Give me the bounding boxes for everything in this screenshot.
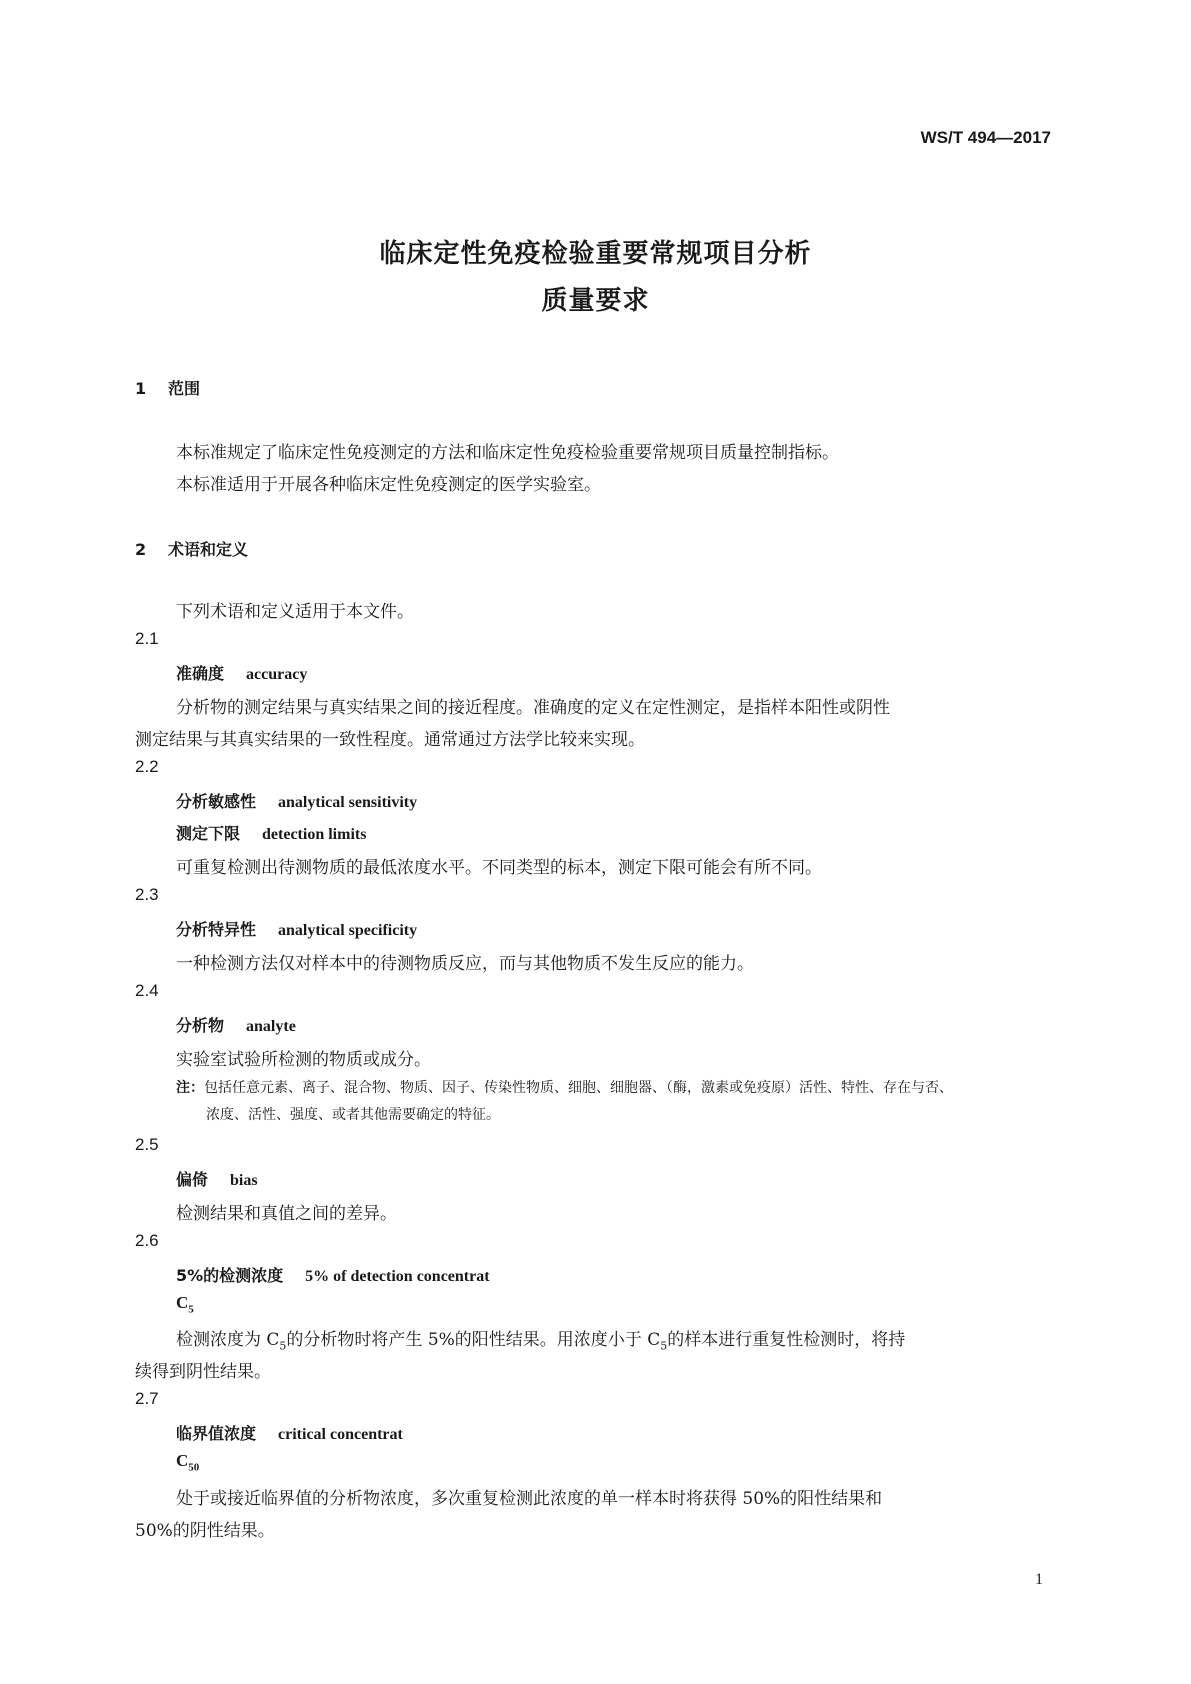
term-en: analytical specificity [278, 922, 418, 939]
term-en: analyte [246, 1018, 296, 1035]
term-definition: 分析物的测定结果与真实结果之间的接近程度。准确度的定义在定性测定，是指样本阳性或阴性 [176, 698, 890, 718]
symbol-subscript: 50 [188, 1461, 200, 1474]
term-cn: 准确度 [176, 664, 225, 683]
term-cn: 分析特异性 [176, 920, 257, 939]
section-number: 2 [135, 540, 147, 559]
term-cn: 分析物 [176, 1016, 225, 1035]
section-number: 1 [135, 379, 147, 398]
note-cont: 浓度、活性、强度、或者其他需要确定的特征。 [206, 1107, 500, 1123]
term-number: 2.3 [135, 885, 159, 904]
term-en: critical concentrat [278, 1426, 403, 1443]
symbol-subscript: 5 [279, 1339, 287, 1353]
term-heading [176, 1013, 296, 1036]
term-number: 2.2 [135, 757, 159, 776]
symbol-subscript: 5 [660, 1339, 668, 1353]
term-cn: 5%的检测浓度 [176, 1266, 284, 1285]
note-text: 包括任意元素、离子、混合物、物质、因子、传染性物质、细胞、细胞器、（酶，激素或免疫原）活性、特性、存在与否、 [204, 1080, 953, 1096]
term-definition: 可重复检测出待测物质的最低浓度水平。不同类型的标本，测定下限可能会有所不同。 [176, 858, 822, 878]
doc-title-line1: 临床定性免疫检验重要常规项目分析 [379, 239, 812, 269]
note-label: 注： [176, 1080, 204, 1096]
symbol-letter: C [176, 1293, 189, 1312]
definition-part: 的样本进行重复性检测时，将持 [667, 1330, 906, 1350]
term-cn: 测定下限 [176, 824, 241, 843]
standard-number: WS/T 494—2017 [920, 128, 1051, 147]
term-symbol [176, 1451, 199, 1473]
section-title: 范围 [168, 379, 201, 398]
term-number: 2.5 [135, 1135, 159, 1154]
term-number: 2.7 [135, 1389, 159, 1408]
term-definition-cont: 续得到阴性结果。 [135, 1362, 271, 1382]
term-cn: 偏倚 [176, 1170, 209, 1189]
term-en: analytical sensitivity [278, 794, 418, 811]
note [176, 1077, 953, 1097]
term-number: 2.4 [135, 981, 159, 1000]
scope-paragraph-2: 本标准适用于开展各种临床定性免疫测定的医学实验室。 [176, 475, 601, 495]
symbol-subscript: 5 [188, 1303, 194, 1316]
section-1-heading [135, 376, 200, 399]
definition-part: 检测浓度为 C [176, 1330, 280, 1350]
term-heading [176, 917, 417, 940]
term-definition: 处于或接近临界值的分析物浓度，多次重复检测此浓度的单一样本时将获得 50%的阳性结果和 [176, 1489, 883, 1509]
scope-paragraph-1: 本标准规定了临床定性免疫测定的方法和临床定性免疫检验重要常规项目质量控制指标。 [176, 443, 839, 463]
term-definition [176, 1325, 905, 1352]
terms-intro: 下列术语和定义适用于本文件。 [176, 602, 414, 622]
term-heading [176, 661, 307, 684]
section-2-heading [135, 537, 248, 560]
definition-part: 的分析物时将产生 5%的阳性结果。用浓度小于 C [286, 1330, 661, 1350]
term-en: accuracy [246, 666, 308, 683]
term-cn: 分析敏感性 [176, 792, 257, 811]
term-heading [176, 1167, 258, 1190]
term-heading-alt [176, 821, 366, 844]
term-number: 2.1 [135, 629, 159, 648]
term-en: 5% of detection concentrat [305, 1268, 490, 1285]
term-definition: 实验室试验所检测的物质或成分。 [176, 1050, 431, 1070]
term-symbol [176, 1293, 194, 1315]
term-en: bias [230, 1172, 258, 1189]
term-cn: 临界值浓度 [176, 1424, 257, 1443]
term-definition-cont: 测定结果与其真实结果的一致性程度。通常通过方法学比较来实现。 [135, 730, 645, 750]
symbol-letter: C [176, 1451, 189, 1470]
page-number: 1 [1035, 1571, 1043, 1588]
term-en: detection limits [262, 826, 367, 843]
term-definition-cont: 50%的阴性结果。 [135, 1521, 275, 1541]
term-heading [176, 789, 417, 812]
term-definition: 检测结果和真值之间的差异。 [176, 1204, 397, 1224]
term-heading [176, 1421, 403, 1444]
doc-title-line2: 质量要求 [541, 286, 650, 316]
section-title: 术语和定义 [168, 540, 249, 559]
term-number: 2.6 [135, 1231, 159, 1250]
term-definition: 一种检测方法仅对样本中的待测物质反应，而与其他物质不发生反应的能力。 [176, 954, 754, 974]
term-heading [176, 1263, 490, 1286]
